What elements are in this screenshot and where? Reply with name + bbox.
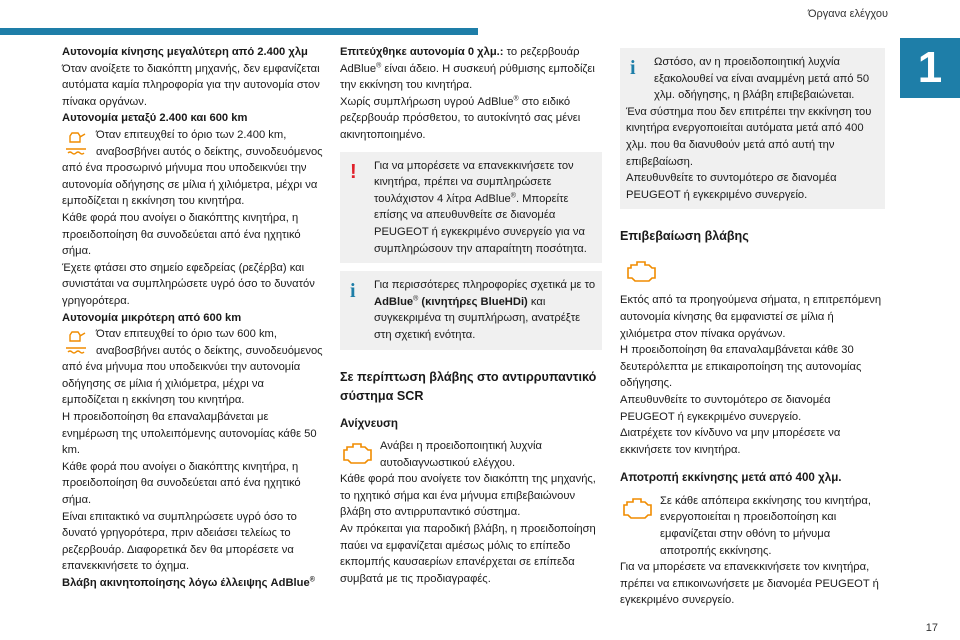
registered-mark: ® (376, 61, 382, 69)
paragraph: Αν πρόκειται για παροδική βλάβη, η προειδοποίηση παύει να εμφανίζεται αμέσως μόλις το επίπεδο εκπομπής καυσαερίων επανέρχεται σε επίπεδα συμβατά με τις προδιαγραφές. (340, 523, 596, 585)
header-bar (0, 28, 478, 35)
paragraph: Εκτός από τα προηγούμενα σήματα, η επιτρεπόμενη αυτονομία κίνησης θα εμφανιστεί σε μίλια ή χιλιόμετρα στον πίνακα οργάνων. (620, 294, 882, 340)
heading-range-gt-2400: Αυτονομία κίνησης μεγαλύτερη από 2.400 χλμ (62, 46, 308, 58)
paragraph: Όταν επιτευχθεί το όριο των 600 km, αναβοσβήνει αυτός ο δείκτης, συνοδευόμενος (96, 328, 323, 357)
note-text: Ωστόσο, αν η προειδοποιητική λυχνία εξακολουθεί να είναι αναμμένη μετά από 50 χλμ. οδήγησης, η βλάβη επιβεβαιώνεται. (654, 56, 870, 102)
bold-text: (κινητήρες BlueHDi) (418, 295, 528, 308)
heading-detection: Ανίχνευση (340, 416, 398, 430)
text: Για να μπορέσετε να επανεκκινήσετε τον κινητήρα, πρέπει να συμπληρώσετε τουλάχιστον 4 λίτρα AdBlue (374, 159, 574, 205)
note-text: Απευθυνθείτε το συντομότερο σε διανομέα PEUGEOT ή εγκεκριμένο συνεργείο. (626, 172, 837, 201)
registered-mark: ® (510, 192, 516, 200)
exclamation-icon: ! (350, 160, 357, 183)
paragraph: από ένα μήνυμα που υποδεικνύει την αυτονομία οδήγησης σε μίλια ή χιλιόμετρα, μέχρι να εμποδίζεται η εκκίνηση του κινητήρα. (62, 361, 301, 407)
warning-note (340, 152, 602, 264)
paragraph: Η προειδοποίηση θα επαναλαμβάνεται κάθε 30 δευτερόλεπτα με επικαιροποίηση της αυτονομίας οδήγησης. (620, 344, 862, 390)
info-note (620, 48, 885, 209)
text: είναι άδειο. Η συσκευή ρύθμισης εμποδίζει την εκκίνηση του κινητήρα. (340, 62, 595, 92)
paragraph: Για να μπορέσετε να επανεκκινήσετε τον κινητήρα, πρέπει να επικοινωνήσετε με διανομέα PEUGEOT ή εγκεκριμένο συνεργείο. (620, 561, 879, 607)
paragraph: Είναι επιτακτικό να συμπληρώσετε υγρό όσο το δυνατό γρηγορότερα, πριν αδειάσει τελείως το ρεζερβουάρ. Διαφορετικά δεν θα μπορέσετε να επανεκκινήσετε το όχημα. (62, 510, 297, 573)
registered-mark: ® (309, 576, 315, 584)
paragraph: Κάθε φορά που ανοίγει ο διακόπτης κινητήρα, η προειδοποίηση θα συνοδεύεται από ένα ηχητικό σήμα. (62, 211, 301, 258)
section-title: Όργανα ελέγχου (808, 8, 888, 20)
paragraph: Σε κάθε απόπειρα εκκίνησης του κινητήρα, ενεργοποιείται η προειδοποίηση και εμφανίζεται στην οθόνη το μήνυμα αποτροπής εκκίνησης. (660, 494, 871, 557)
heading-range-600-2400: Αυτονομία μεταξύ 2.400 και 600 km (62, 112, 248, 125)
text: και συγκεκριμένα τη συμπλήρωση, ανατρέξτε στη σχετική ενότητα. (374, 295, 581, 341)
text: Για περισσότερες πληροφορίες σχετικά με το (374, 279, 596, 292)
adblue-warning-icon (62, 129, 90, 157)
bold-text: AdBlue (374, 295, 414, 308)
note-text (346, 277, 596, 343)
registered-mark: ® (413, 294, 419, 302)
engine-warning-icon (620, 493, 654, 523)
registered-mark: ® (513, 95, 519, 103)
paragraph: Όταν επιτευχθεί το όριο των 2.400 km, αναβοσβήνει αυτός ο δείκτης, συνοδευόμενος (96, 128, 323, 158)
paragraph: Κάθε φορά που ανοίγει ο διακόπτης κινητήρα, η προειδοποίηση θα συνοδεύεται από ένα ηχητικό σήμα. (62, 460, 301, 507)
column-1 (62, 44, 324, 592)
text: . Μπορείτε επίσης να απευθυνθείτε σε διανομέα PEUGEOT ή εγκεκριμένο συνεργείο για να συμπληρώσουν την απαραίτητη ποσότητα. (374, 192, 587, 255)
paragraph: Διατρέχετε τον κίνδυνο να μην μπορέσετε να εκκινήσετε τον κινητήρα. (620, 427, 841, 456)
paragraph-zero-range (340, 44, 602, 94)
heading-start-prevention: Αποτροπή εκκίνησης μετά από 400 χλμ. (620, 471, 842, 485)
heading-text: Βλάβη ακινητοποίησης λόγω έλλειψης AdBlue (62, 577, 310, 589)
heading-fault-confirmation: Επιβεβαίωση βλάβης (620, 229, 749, 244)
info-icon: i (630, 57, 636, 79)
engine-warning-icon (624, 256, 885, 286)
paragraph: Ανάβει η προειδοποιητική λυχνία αυτοδιαγνωστικού ελέγχου. (380, 440, 542, 469)
paragraph (340, 94, 602, 144)
note-text: Ένα σύστημα που δεν επιτρέπει την εκκίνηση του κινητήρα ενεργοποιείται αυτόματα μετά από 400 χλμ. που θα διανυθούν μετά από αυτή την επιβεβαίωση. (626, 105, 872, 168)
paragraph: Όταν ανοίξετε το διακόπτη μηχανής, δεν εμφανίζεται αυτόματα καμία πληροφορία για την αυτονομία στον πίνακα οργάνων. (62, 62, 320, 108)
text: Χωρίς συμπλήρωση υγρού AdBlue (340, 95, 514, 108)
info-note (340, 271, 602, 349)
column-2 (340, 44, 602, 587)
note-text (346, 158, 596, 258)
engine-warning-icon (340, 438, 374, 468)
heading-range-lt-600: Αυτονομία μικρότερη από 600 km (62, 311, 242, 324)
heading-scr-failure: Σε περίπτωση βλάβης στο αντιρρυπαντικό σύστημα SCR (340, 369, 597, 403)
paragraph: Έχετε φτάσει στο σημείο εφεδρείας (ρεζέρβα) και συνιστάται να συμπληρώσετε υγρό όσο το δυνατόν γρηγορότερα. (62, 261, 315, 307)
text: στο ειδικό ρεζερβουάρ πρόσθετου, το αυτοκίνητό σας μένει ακινητοποιημένο. (340, 95, 581, 141)
column-3 (620, 44, 885, 609)
info-icon: i (350, 280, 356, 303)
adblue-warning-icon (62, 328, 90, 356)
page-number: 17 (925, 622, 938, 634)
bold-lead: Επιτεύχθηκε αυτονομία 0 χλμ.: (340, 46, 504, 58)
paragraph: Απευθυνθείτε το συντομότερο σε διανομέα PEUGEOT ή εγκεκριμένο συνεργείο. (620, 393, 831, 423)
paragraph: από ένα προσωρινό μήνυμα που υποδεικνύει την αυτονομία οδήγησης σε μίλια ή χιλιόμετρα, μέχρι να εμποδίζεται η εκκίνηση του κινητήρα. (62, 162, 318, 208)
paragraph: Κάθε φορά που ανοίγετε τον διακόπτη της μηχανής, το ηχητικό σήμα και ένα μήνυμα επιβεβαιώνουν βλάβη στο αντιρρυπαντικό σύστημα. (340, 473, 596, 519)
paragraph: Η προειδοποίηση θα επαναλαμβάνεται με ενημέρωση της υπολειπόμενης αυτονομίας κάθε 50 km. (62, 411, 317, 457)
text: το ρεζερβουάρ AdBlue (340, 46, 580, 75)
chapter-number: 1 (900, 38, 960, 98)
heading-start-prevent (62, 577, 315, 589)
